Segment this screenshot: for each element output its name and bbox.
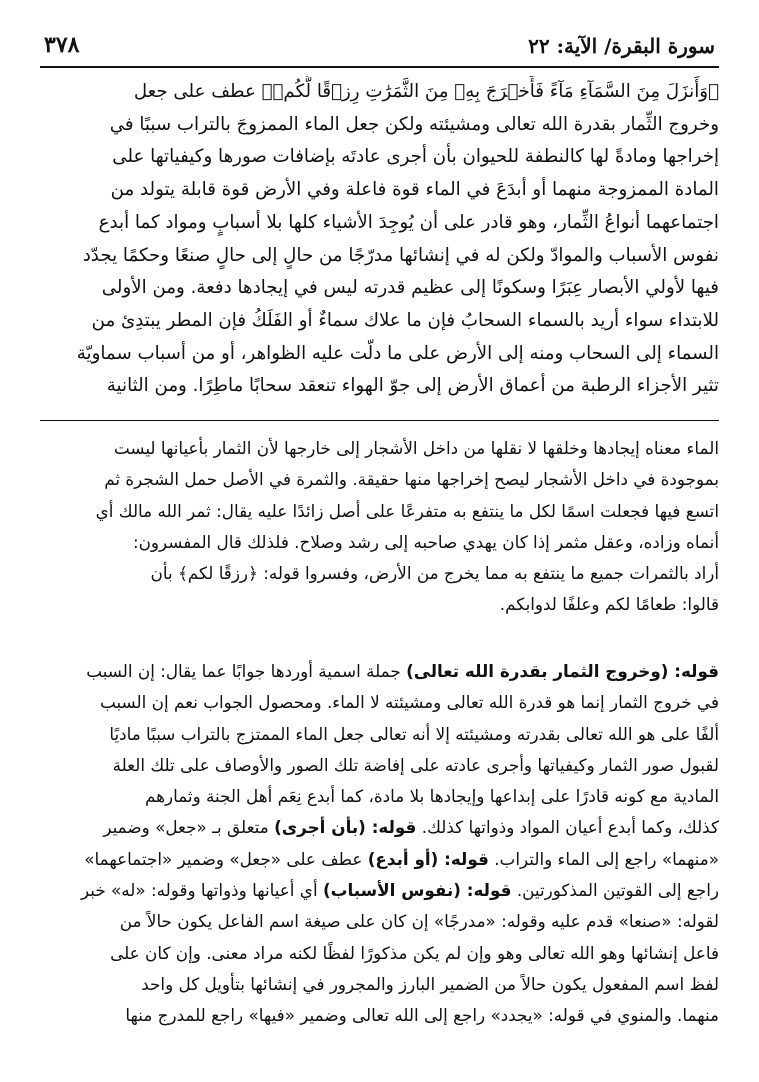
commentary-text: «منهما» راجع إلى الماء والتراب.: [488, 848, 719, 869]
commentary-text: متعلق بـ «جعل» وضمير: [103, 817, 275, 838]
commentary-text: جملة اسمية أوردها جوابًا عما يقال: إن السبب: [86, 661, 407, 681]
footnote-line: بموجودة في داخل الأشجار ليصح إخراجها منها حقيقة. والثمرة في الأصل حمل الشجرة ثم: [104, 469, 719, 490]
commentary-heading: قوله: (أو أبدع): [367, 848, 489, 869]
footnote-line: أنماه وزاده، وعقل مثمر إذا كان يهدي صاحبه إلى رشد وصلاح. فلذلك قال المفسرون:: [132, 531, 719, 552]
commentary-heading: قوله: (وخروج الثمار بقدرة الله تعالى): [406, 661, 719, 681]
footnote-original-continuation: [40, 433, 719, 621]
commentary-text: أي أعيانها وذواتها وقوله: «له» خبر: [81, 880, 323, 901]
footnote-separator: [40, 420, 719, 421]
commentary-line: لقبول صور الثمار وكيفياتها وأجرى عادته على إفاضة تلك الصور والأوصاف على تلك العلة: [112, 754, 719, 775]
commentary-text: عطف على «جعل» وضمير «اجتماعهما»: [84, 848, 368, 869]
commentary-heading: قوله: (بأن أجرى): [274, 817, 417, 838]
commentary-line: المادية مع كونه قادرًا على إبداعها وإيجادها بلا مادة، كما أبدع نِعَم أهل الجنة وثمارهم: [144, 786, 719, 807]
commentary-line: [40, 875, 719, 906]
footnote-line: الماء معناه إيجادها وخلقها لا نقلها من داخل الأشجار إلى خارجها لأن الثمار بأعيانها ليست: [113, 438, 719, 458]
commentary-line: ألفًا على هو الله تعالى بقدرته ومشيئته إلا أنه تعالى جعل الماء الممتزج بالتراب سببًا ماديًا: [109, 723, 719, 744]
commentary-text: راجع إلى القوتين المذكورتين.: [511, 880, 719, 901]
commentary-line: [40, 656, 719, 687]
commentary-line: منهما. والمنوي في قوله: «يجدد» راجع إلى الله تعالى وضمير «فيها» راجع للمدرج منها: [125, 1005, 719, 1026]
commentary-line: [40, 844, 719, 875]
footnote-line: قالوا: طعامًا لكم وعلفًا لدوابكم.: [499, 594, 719, 615]
header-rule: [40, 66, 719, 68]
surah-ayah-title: سورة البقرة/ الآية: ٢٢: [528, 34, 715, 58]
main-line: إخراجها ومادةً لها كالنطفة للحيوان بأن أجرى عادتَه بإضافات صورها وكيفياتها على: [112, 146, 719, 168]
page-header: [40, 30, 719, 64]
footnote-line: أراد بالثمرات جميع ما ينتفع به مما يخرج من الأرض، وفسروا قوله: ﴿رزقًا لكم﴾ بأن: [150, 563, 719, 584]
main-text: [40, 76, 719, 403]
main-line: تثير الأجزاء الرطبة من أعماق الأرض إلى جوّ الهواء تنعقد سحابًا ماطِرًا. ومن الثانية: [106, 375, 719, 397]
commentary-heading: قوله: (نفوس الأسباب): [322, 880, 512, 901]
commentary-line: في خروج الثمار إنما هو قدرة الله تعالى ومشيئته لا الماء. ومحصول الجواب نعم إن السبب: [100, 692, 719, 713]
commentary-line: فاعل إنشائها وهو الله تعالى وهو وإن لم يكن مذكورًا لفظًا لكنه مراد معنى. وإن كان على: [110, 942, 719, 963]
main-line: وخروج الثِّمار بقدرة الله تعالى ومشيئته ولكن جعل الماء الممزوجَ بالتراب سببًا في: [109, 113, 719, 135]
commentary-line: لقوله: «صنعا» قدم عليه وقوله: «مدرجًا» إن كان على صيغة اسم الفاعل يكون حالاً من: [119, 911, 719, 932]
main-line: نفوس الأسباب والموادّ ولكن له في إنشائها مدرّجًا من حالٍ إلى حالٍ صنعًا وحكمًا يجدّد: [82, 244, 719, 266]
footnote-commentary: [40, 656, 719, 1032]
page-number: ٣٧٨: [44, 32, 80, 58]
main-line: اجتماعهما أنواعُ الثِّمار، وهو قادر على أن يُوجِدَ الأشياء كلها بلا أسبابٍ ومواد كما أبدع: [98, 211, 719, 233]
main-line: السماء إلى السحاب ومنه إلى الأرض على ما دلّت عليه الظواهر، أو من أسباب سماويّة: [76, 342, 719, 364]
main-line: المادة الممزوجة منهما أو أبدَعَ في الماء قوة فاعلة وفي الأرض قوة قابلة يتولد من: [110, 179, 719, 201]
main-line: ﴿وَأَنزَلَ مِنَ السَّمَآءِ مَآءً فَأَخۡرَجَ بِهِۦ مِنَ الثَّمَرَٰتِ رِزۡقًا لَّكُمۡ﴾ عطف على جعل: [133, 81, 719, 102]
commentary-line: لفظ اسم المفعول يكون حالاً من الضمير البارز والمجرور في إنشائها بتأويل كل واحد: [141, 973, 719, 994]
commentary-text: كذلك، وكما أبدع أعيان المواد وذواتها كذلك.: [416, 817, 719, 838]
main-line: فيها لأولي الأبصار عِبَرًا وسكونًا إلى عظيم قدرته ليس في إيجادها دفعة. ومن الأولى: [101, 277, 719, 299]
footnote-line: اتسع فيها فجعلت اسمًا لكل ما ينتفع به متفرعًا على أصل زائدًا عليه يقال: ثمر الله مالك أي: [95, 500, 719, 521]
commentary-line: [40, 812, 719, 843]
main-line: للابتداء سواء أريد بالسماء السحابُ فإن ما علاك سماءٌ أو الفَلَكُ فإن المطر يبتدِئ من: [91, 309, 719, 331]
